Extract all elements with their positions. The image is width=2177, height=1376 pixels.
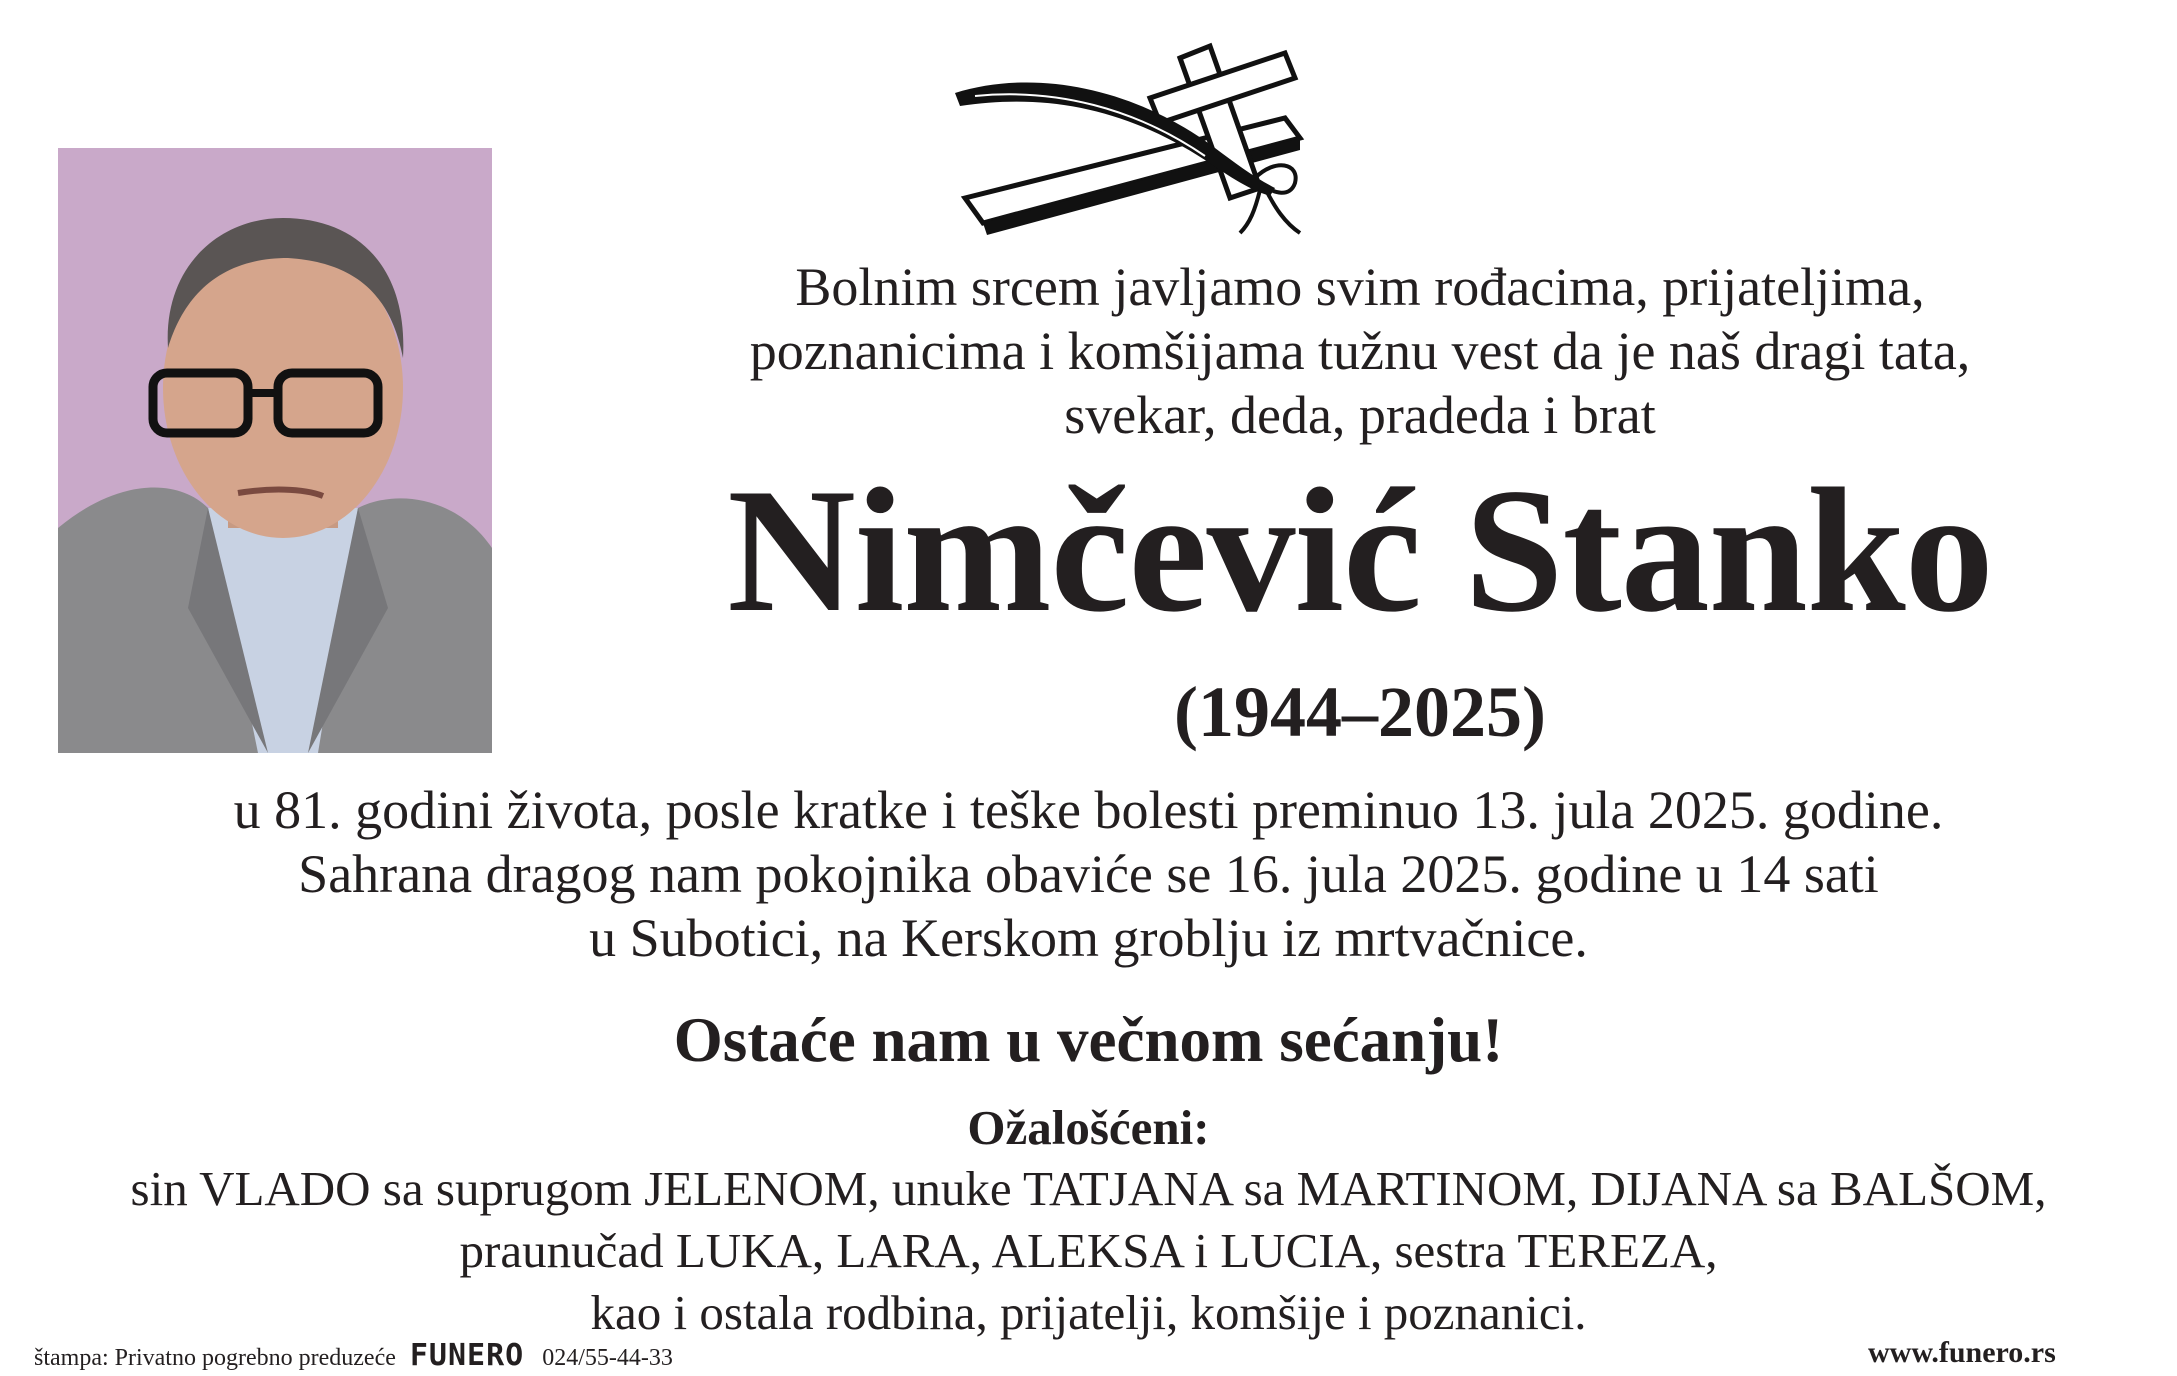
intro-line: Bolnim srcem javljamo svim rođacima, prijateljima, xyxy=(795,257,1925,317)
announcement-intro xyxy=(560,255,2160,447)
cross-with-palm-icon xyxy=(955,38,1345,238)
phone-number: 024/55-44-33 xyxy=(542,1345,673,1371)
funero-logo: FUNERO xyxy=(409,1338,525,1373)
mourners-line: praunučad LUKA, LARA, ALEKSA i LUCIA, sestra TEREZA, xyxy=(459,1223,1718,1278)
mourners-list xyxy=(0,1158,2177,1344)
print-credit xyxy=(34,1338,673,1373)
website-link[interactable]: www.funero.rs xyxy=(1868,1336,2056,1369)
mourners-line: kao i ostala rodbina, prijatelji, komšije i poznanici. xyxy=(590,1285,1587,1340)
details-line: Sahrana dragog nam pokojnika obaviće se 16. jula 2025. godine u 14 sati xyxy=(298,844,1879,904)
death-and-funeral-details xyxy=(0,778,2177,970)
portrait-photo xyxy=(58,148,492,753)
details-line: u 81. godini života, posle kratke i teške bolesti preminuo 13. jula 2025. godine. xyxy=(233,780,1944,840)
mourners-line: sin VLADO sa suprugom JELENOM, unuke TATJANA sa MARTINOM, DIJANA sa BALŠOM, xyxy=(130,1161,2047,1216)
life-years: (1944–2025) xyxy=(1174,672,1546,752)
deceased-name: Nimčević Stanko xyxy=(727,451,1993,649)
intro-line: poznanicima i komšijama tužnu vest da je naš dragi tata, xyxy=(749,321,1971,381)
intro-line: svekar, deda, pradeda i brat xyxy=(1064,385,1656,445)
print-label: štampa: Privatno pogrebno preduzeće xyxy=(34,1345,396,1371)
mourners-heading: Ožalošćeni: xyxy=(967,1100,1210,1155)
details-line: u Subotici, na Kerskom groblju iz mrtvačnice. xyxy=(589,908,1588,968)
remembrance-motto: Ostaće nam u večnom sećanju! xyxy=(673,1005,1504,1075)
